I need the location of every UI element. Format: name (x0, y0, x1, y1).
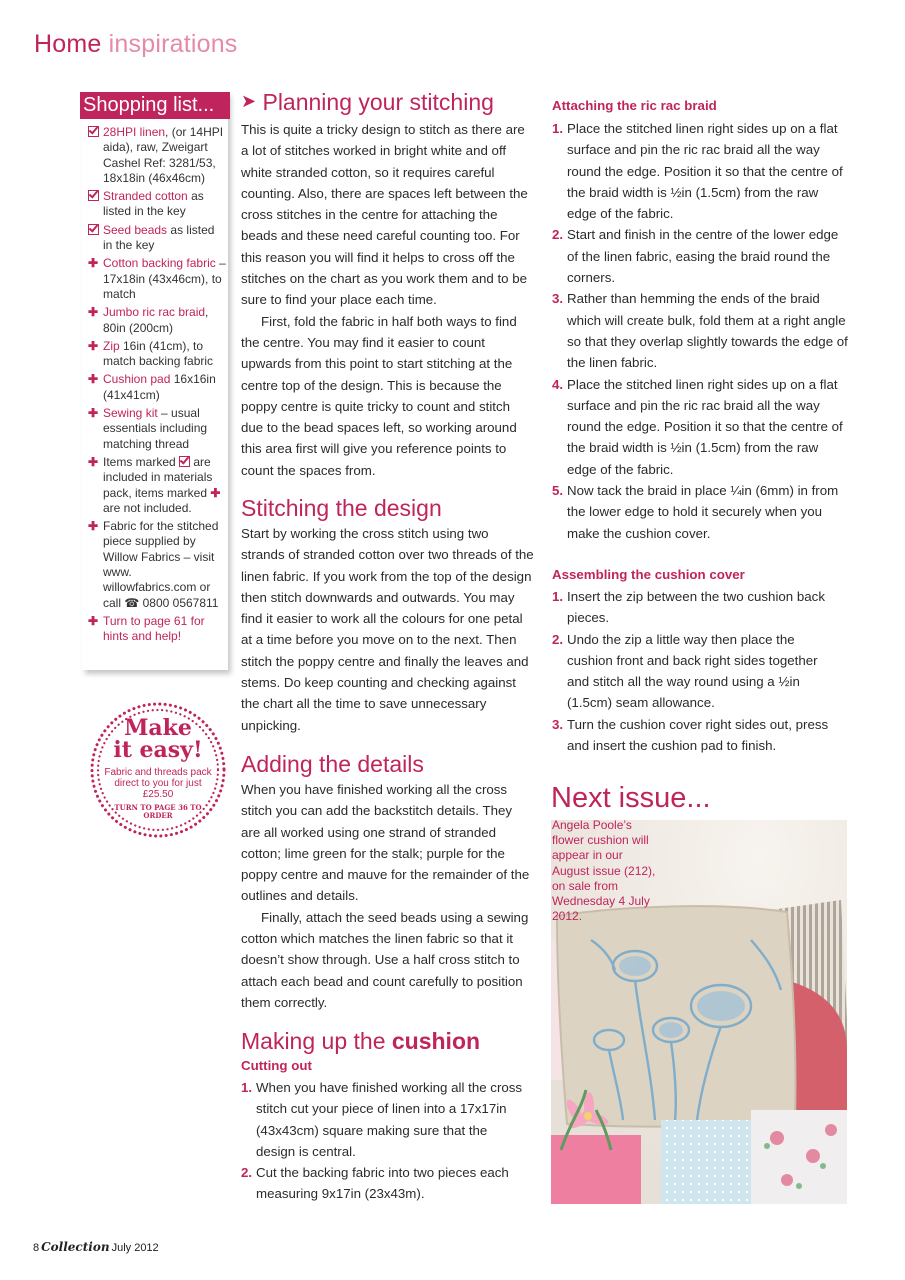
arrow-icon: ➤ (241, 91, 257, 111)
list-item: 4. Place the stitched linen right sides up on a flat surface and pin the ric rac braid all the way round the edge. Position it so that the centre of the braid width is ½in (1.5cm) from the raw edge of the fabric. (552, 376, 843, 477)
list-item: 2. Start and finish in the centre of the lower edge of the linen fabric, easing the braid round the corners. (552, 227, 839, 286)
list-item: 2. Undo the zip a little way then place the cushion front and back right sides together and stitch all the way round using a ½in (1.5cm) seam allowance. (552, 631, 818, 711)
plus-icon: ✚ (88, 406, 99, 421)
paragraph: Finally, attach the seed beads using a sewing cotton which matches the linen fabric so that it doesn’t show through. Use a half cross stitch to attach each bead and count carefully to position them correctly. (241, 909, 529, 1010)
cutting-out-subheading: Cutting out (241, 1058, 312, 1073)
next-issue-text: Angela Poole’s flower cushion will appear in our August issue (212), on sale from Wednesday 4 July 2012. (552, 818, 656, 924)
list-item: 3. Rather than hemming the ends of the braid which will create bulk, fold them at a right angle so that they overlap slightly towards the edge of the linen fabric. (552, 291, 848, 371)
section-name: Home (34, 30, 102, 58)
check-icon (88, 223, 99, 238)
details-body (241, 779, 534, 1013)
section-header (34, 30, 238, 59)
planning-title: ➤ Planning your stitching (241, 89, 494, 115)
list-item: ✚ Items marked are included in materials pack, items marked ✚ are not included. (88, 454, 221, 515)
shopping-list-box (82, 92, 228, 670)
details-title: Adding the details (241, 751, 424, 777)
plus-icon: ✚ (88, 613, 99, 628)
page-footer (33, 1240, 159, 1254)
page-number: 8 (33, 1242, 40, 1254)
planning-body (241, 119, 534, 481)
list-item: ✚ Fabric for the stitched piece supplied by Willow Fabrics – visit www. willowfabrics.com or call ☎ 0800 0567811 (88, 519, 219, 610)
plus-icon: ✚ (210, 485, 221, 500)
paragraph: When you have finished working all the cross stitch you can add the backstitch details. They are all worked using one strand of stranded cotton; lime green for the stalk; purple for the poppy centre and mauve for the remainder of the outlines and details. (241, 782, 530, 904)
list-item: 1. Insert the zip between the two cushion back pieces. (552, 589, 825, 626)
section-subname: inspirations (108, 30, 238, 58)
list-item: Stranded cotton as listed in the key (88, 189, 226, 220)
badge-title-line2: it easy! (113, 737, 203, 763)
plus-icon: ✚ (88, 454, 99, 469)
shopping-list (88, 125, 226, 648)
list-item: 28HPI linen, (or 14HPI aida), raw, Zweigart Cashel Ref: 3281/53, 18x18in (46x46cm) (88, 125, 226, 186)
ricrac-subheading: Attaching the ric rac braid (552, 98, 717, 113)
check-icon (88, 125, 99, 140)
issue-date: July 2012 (111, 1242, 159, 1254)
check-icon (88, 189, 99, 204)
list-item: ✚ Cotton backing fabric – 17x18in (43x46cm), to match (88, 256, 226, 301)
badge-title-line1: Make (124, 715, 192, 741)
plus-icon: ✚ (88, 338, 99, 353)
list-item: 1. When you have finished working all the cross stitch cut your piece of linen into a 17x17in (43x43cm) square making sure that the design is central. (241, 1080, 523, 1159)
list-item: ✚ Sewing kit – usual essentials including matching thread (88, 406, 208, 451)
plus-icon: ✚ (88, 519, 99, 534)
list-item: Seed beads as listed in the key (88, 223, 226, 254)
plus-icon: ✚ (88, 372, 99, 387)
check-icon (179, 456, 190, 467)
stitching-title: Stitching the design (241, 495, 442, 521)
list-item: ✚ Cushion pad 16x16in (41x41cm) (88, 372, 216, 402)
list-item: 2. Cut the backing fabric into two pieces each measuring 9x17in (23x43m). (241, 1165, 509, 1202)
paragraph: This is quite a tricky design to stitch as there are a lot of stitches worked in bright white and off white stranded cotton, so it requires careful counting. Also, there are spaces left between the cross stitches in the centre for attaching the beads and these need careful counting too. For this reason you will find it helps to cross off the stitches on the chart as you work them and to be sure to find your place each time. (241, 122, 528, 308)
stitching-body (241, 523, 534, 736)
plus-icon: ✚ (88, 305, 99, 320)
list-item: 5. Now tack the braid in place ¼in (6mm) in from the lower edge to hold it securely when you make the cushion cover. (552, 483, 839, 541)
makingup-title: Making up the cushion (241, 1028, 481, 1054)
ricrac-steps (552, 118, 848, 544)
cutting-out-steps (241, 1077, 526, 1205)
plus-icon: ✚ (88, 256, 99, 271)
badge-cta: TURN TO PAGE 36 TO ORDER (114, 803, 202, 820)
list-item: ✚ Turn to page 61 for hints and help! (88, 613, 205, 644)
list-item: ✚ Zip 16in (41cm), to match backing fabric (88, 338, 214, 369)
magazine-logo: Collection (41, 1240, 110, 1254)
next-issue-title: Next issue... (551, 782, 711, 814)
badge-body: Fabric and threads pack direct to you for just £25.50 (104, 767, 212, 800)
list-item: ✚ Jumbo ric rac braid, 80in (200cm) (88, 305, 209, 335)
paragraph: Start by working the cross stitch using two strands of stranded cotton over two threads of the linen fabric. If you work from the top of the design then stitch downwards and outwards. You may find it easier to work all the colours for one petal at a time before you move on to the next. Then stitch the poppy centre and finally the leaves and stems. Do keep counting and checking against the chart all the time to save unnecessary unpicking. (241, 526, 534, 733)
make-it-easy-badge (85, 700, 231, 840)
list-item: 3. Turn the cushion cover right sides out, press and insert the cushion pad to finish. (552, 716, 829, 754)
assembling-subheading: Assembling the cushion cover (552, 567, 745, 582)
assembling-steps (552, 586, 842, 756)
list-item: 1. Place the stitched linen right sides up on a flat surface and pin the ric rac braid all the way round the edge. Position it so that the centre of the braid width is ½in (1.5cm) from the raw edge of the fabric. (552, 121, 843, 222)
paragraph: First, fold the fabric in half both ways to find the centre. You may find it easier to count upwards from this point to start stitching at the centre top of the design. This is because the poppy centre is quite tricky to count and stitch due to the bead spaces left, so working around this area first will give you reference points to count the spaces from. (241, 313, 517, 478)
shopping-list-title: Shopping list... (80, 92, 230, 119)
